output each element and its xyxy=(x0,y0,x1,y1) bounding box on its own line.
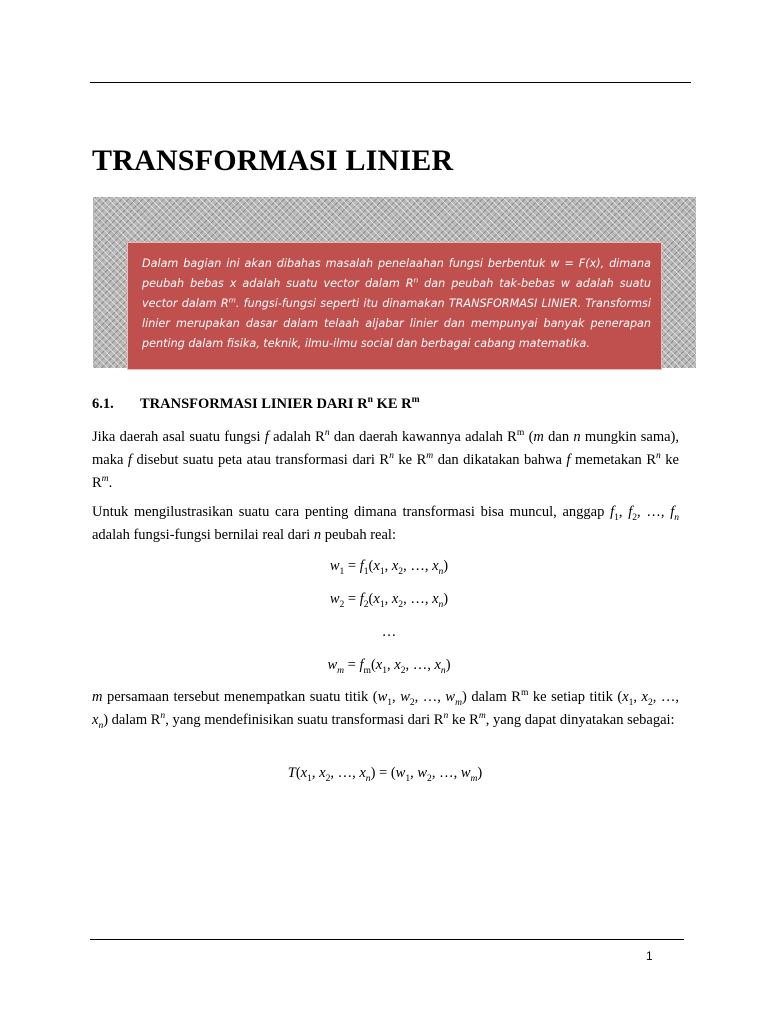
equation-transformation: $T(x_1$, $x_2$, …, $x_n) = (w_1$, $w_2$, …, $w_m$) xyxy=(287,765,483,784)
header-rule xyxy=(90,82,691,83)
section-heading: 6.1. TRANSFORMASI LINIER DARI $R^n$ KE $R^m$ xyxy=(92,394,420,412)
abstract-box xyxy=(127,242,662,370)
equation-w1: $w_1 = f_1(x_1$, $x_2$, …, $x_n$) xyxy=(329,558,449,577)
footer-rule xyxy=(90,939,684,940)
page-title: TRANSFORMASI LINIER xyxy=(92,144,454,177)
paragraph-illustration: Untuk mengilustrasikan suatu cara penting dimana transformasi bisa muncul, anggap $f_1$, $f_2$, …, $f_n$ adalah fungsi-fungsi bernilai real dari n peubah real: xyxy=(92,504,679,543)
equation-wm: $w_m = f_m(x_1$, $x_2$, …, $x_n$) xyxy=(327,657,451,676)
section-number: 6.1. xyxy=(92,396,114,412)
paragraph-mapping: m persamaan tersebut menempatkan suatu titik ($w_1$, $w_2$, …, $w_m$) dalam $R^m$ ke setiap titik ($x_1$, $x_2$, …, $x_n$) dalam $R^n$, yang mendefinisikan suatu transformasi dari $R^n$ ke $R^m$, yang dapat dinyatakan sebagai: xyxy=(92,687,680,731)
equation-ellipsis: … xyxy=(381,624,397,640)
page-number: 1 xyxy=(646,949,653,963)
abstract-text: Dalam bagian ini akan dibahas masalah penelaahan fungsi berbentuk w = F(x), dimana peubah bebas x adalah suatu vector dalam $R^n$ dan peubah tak-bebas w adalah suatu vector dalam $R^m$. fungsi-fungsi seperti itu dinamakan TRANSFORMASI LINIER. Transformsi linier merupakan dasar dalam telaah aljabar linier dan mempunyai banyak penerapan penting dalam fisika, teknik, ilmu-ilmu social dan berbagai cabang matematika. xyxy=(142,257,651,350)
paragraph-definition: Jika daerah asal suatu fungsi f adalah $R^n$ dan daerah kawannya adalah $R^m$ (m dan n mungkin sama), maka f disebut suatu peta atau transformasi dari $R^n$ ke $R^m$ dan dikatakan bahwa f memetakan $R^n$ ke $R^m$. xyxy=(92,427,679,491)
equation-w2: $w_2 = f_2(x_1$, $x_2$, …, $x_n$) xyxy=(329,591,449,610)
